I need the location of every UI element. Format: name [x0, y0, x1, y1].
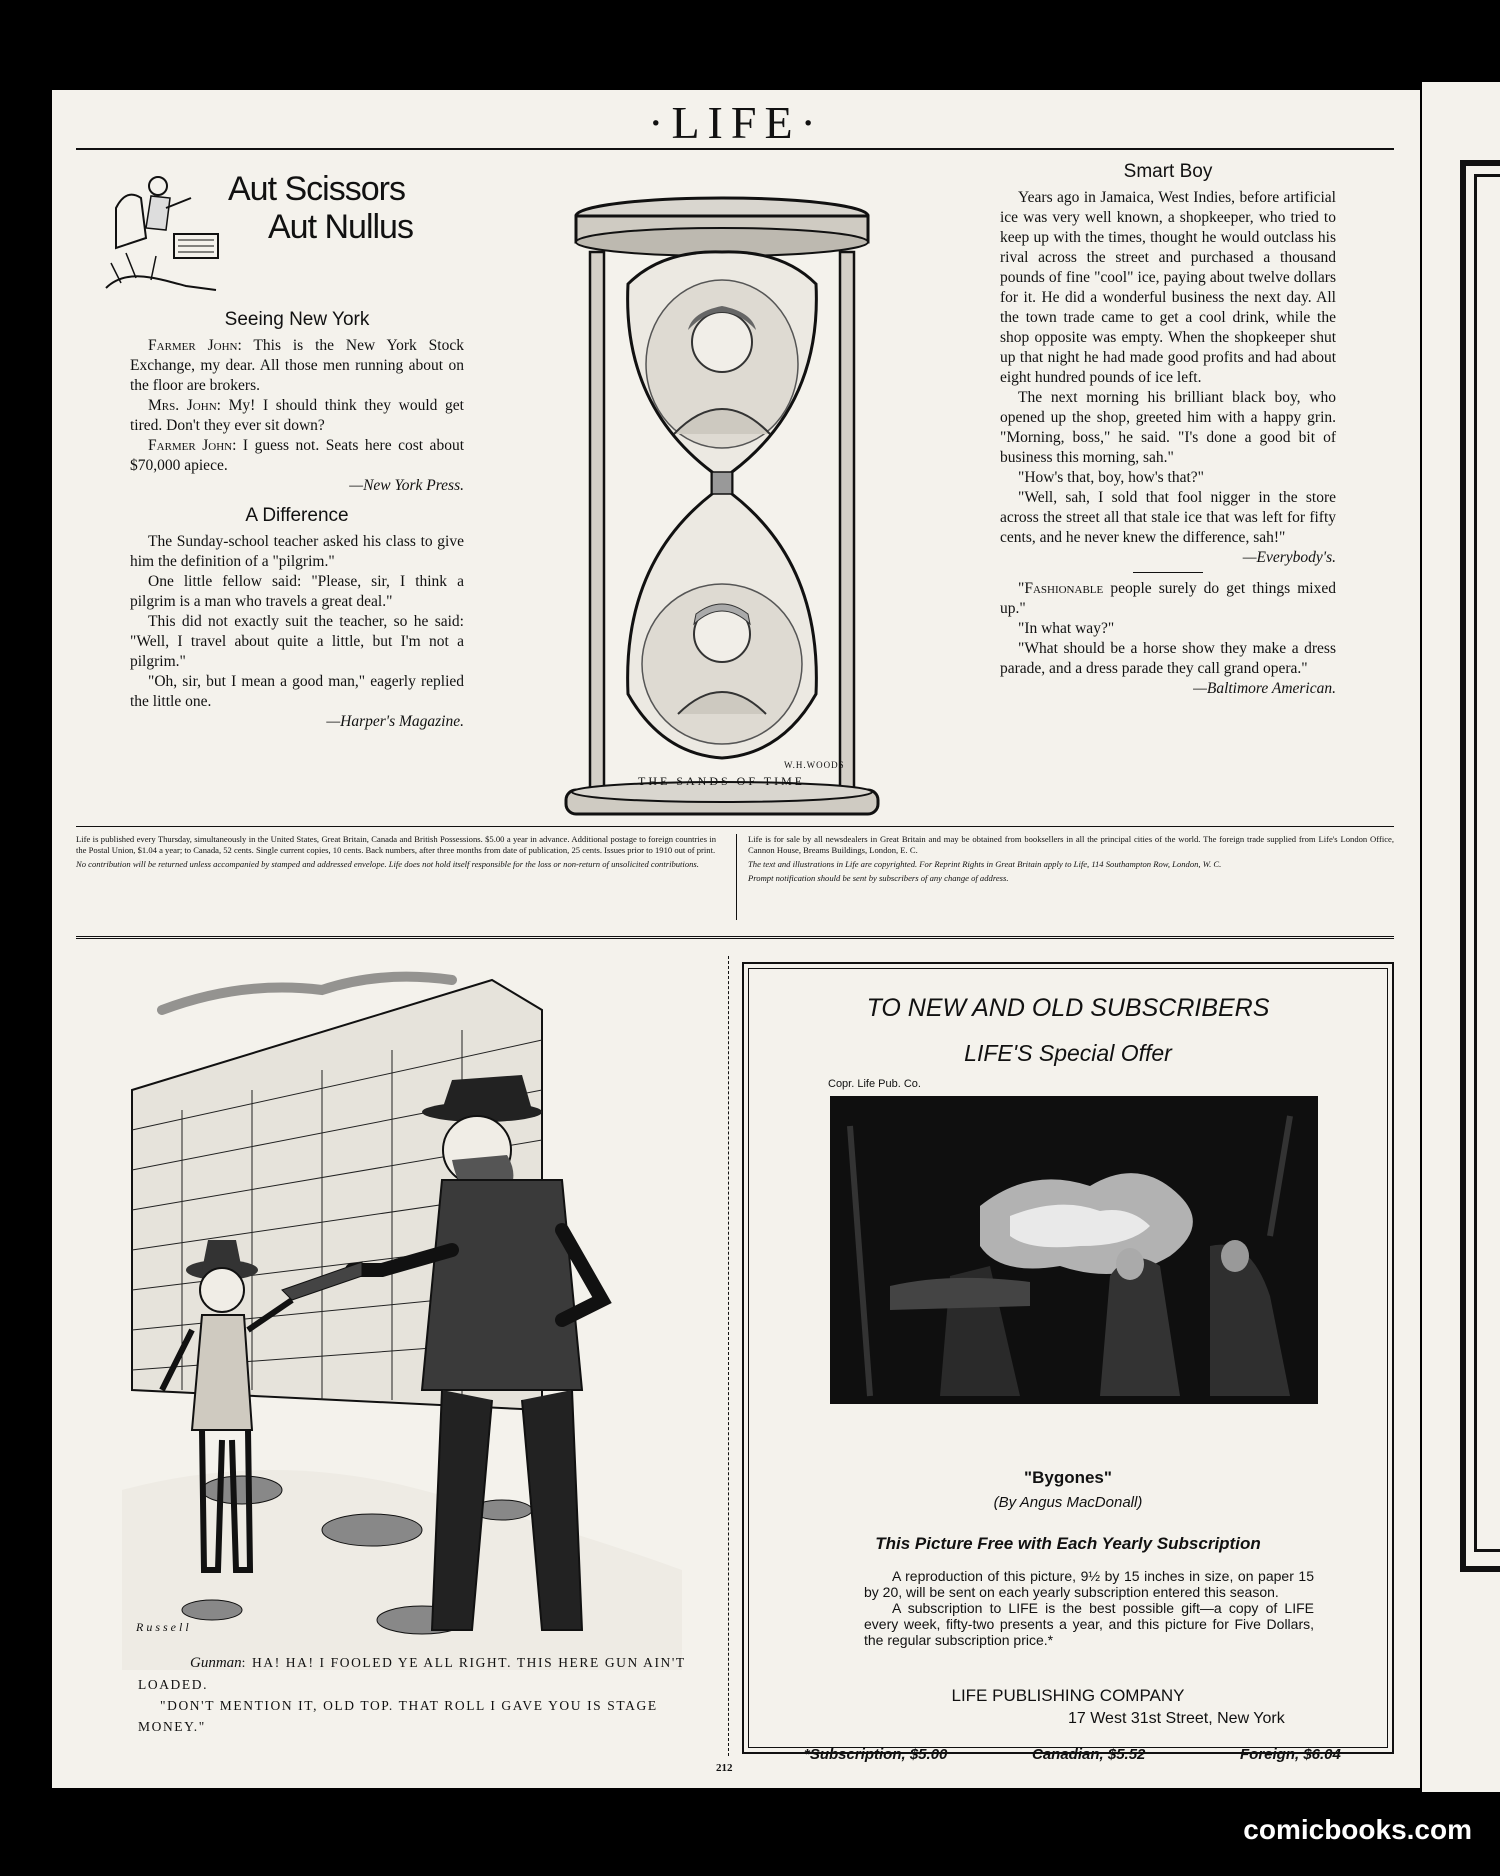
ad-body: [864, 1568, 1314, 1648]
cartoon-signature: Russell: [136, 1620, 192, 1634]
price-canadian: Canadian, $5.52: [1032, 1746, 1146, 1763]
magazine-page: [52, 90, 1420, 1788]
page-number: 212: [716, 1762, 733, 1774]
difference-heading: A Difference: [245, 505, 349, 526]
facing-page-edge: [1422, 82, 1500, 1792]
fashionable-source: —Baltimore American.: [1193, 680, 1336, 697]
ad-copyright: Copr. Life Pub. Co.: [828, 1078, 921, 1090]
cartoon-caption-line-1: Gunman: HA! HA! I FOOLED YE ALL RIGHT. THIS HERE GUN AIN'T LOADED.: [138, 1655, 686, 1692]
cartoon-caption: [138, 1652, 698, 1737]
left-text-column: [130, 304, 464, 732]
fashionable-p3: "What should be a horse show they make a dress parade, and a dress parade they call grand opera.": [1000, 640, 1336, 677]
fashionable-p2: "In what way?": [1018, 620, 1115, 637]
fashionable-p1: "Fashionable people surely do get things mixed up.": [1000, 580, 1336, 617]
smart-boy-source: —Everybody's.: [1242, 549, 1336, 566]
notice-rule-top: [76, 826, 1394, 827]
seeing-ny-p2: Mrs. John: My! I should think they would get tired. Don't they ever sit down?: [130, 397, 464, 434]
notice-left-p2: No contribution will be returned unless accompanied by stamped and addressed envelope. Life does not hold itself responsible for the loss or non-return of unsolicited contributions.: [76, 859, 699, 869]
price-subscription: *Subscription, $5.00: [804, 1746, 948, 1763]
section-double-rule: [76, 936, 1394, 941]
hourglass-signature: W.H.WOODS: [784, 760, 845, 770]
ad-company: LIFE PUBLISHING COMPANY: [951, 1686, 1185, 1705]
ad-title: TO NEW AND OLD SUBSCRIBERS: [866, 994, 1270, 1022]
column-title-line-2: Aut Nullus: [268, 208, 413, 246]
difference-p3: This did not exactly suit the teacher, so he said: "Well, I travel about quite a little, but I'm not a pilgrim.": [130, 613, 464, 670]
watermark: comicbooks.com: [1243, 1814, 1472, 1845]
picture-title: "Bygones": [1024, 1468, 1112, 1487]
smart-boy-p1: Years ago in Jamaica, West Indies, before artificial ice was very well known, a shopkeeper, who tried to keep up with the times, thought he would outclass his rival across the street and purchased a thousand pounds of fine "cool" ice, paying about twelve dollars for it. He did a wonderful business the next day. All the town trade came to get a cool drink, while the shop opposite was empty. When the shopkeeper shut up that night he had made good profits and had about eight hundred pounds of ice left.: [1000, 189, 1336, 386]
column-divider: [728, 956, 729, 1756]
hourglass-caption: THE SANDS OF TIME: [638, 774, 806, 788]
section-divider: [1133, 572, 1203, 573]
seeing-ny-source: —New York Press.: [349, 477, 464, 494]
seeing-ny-p3: Farmer John: I guess not. Seats here cost about $70,000 apiece.: [130, 437, 464, 474]
ad-body-p1: A reproduction of this picture, 9½ by 15 inches in size, on paper 15 by 20, will be sent on each yearly subscription entered this season.: [864, 1568, 1314, 1600]
column-logo-illustration: [96, 168, 226, 298]
cartoon-caption-line-2: "DON'T MENTION IT, OLD TOP. THAT ROLL I GAVE YOU IS STAGE MONEY.": [138, 1698, 658, 1734]
masthead-rule: [76, 148, 1394, 150]
column-title-line-1: Aut Scissors: [228, 170, 405, 208]
gunman-cartoon: [122, 970, 682, 1710]
right-text-column: [1000, 160, 1336, 699]
smart-boy-p2: The next morning his brilliant black boy, who opened up the shop, greeted him with a happy grin. "Morning, boss," he said. "I's done a good bit of business this morning, sah.": [1000, 389, 1336, 466]
difference-p4: "Oh, sir, but I mean a good man," eagerly replied the little one.: [130, 673, 464, 710]
picture-author: (By Angus MacDonall): [993, 1494, 1143, 1511]
publisher-notice-right: [748, 834, 1394, 887]
seeing-ny-p1: Farmer John: This is the New York Stock Exchange, my dear. All those men running about on the floor are brokers.: [130, 337, 464, 394]
facing-page-frame-inner: [1474, 174, 1500, 1552]
masthead: ·LIFE·: [648, 97, 824, 148]
notice-left-p1: Life is published every Thursday, simultaneously in the United States, Great Britain, Canada and British Possessions. $5.00 a year in advance. Additional postage to foreign countries in the Postal Union, $1.04 a year; to Canada, 52 cents. Single current copies, 10 cents. Back numbers, after three months from date of publication, 25 cents. Issues prior to 1910 out of print.: [76, 834, 716, 855]
smart-boy-p4: "Well, sah, I sold that fool nigger in the store across the street all that stale ice that was left for fifty cents, and he never knew the difference, sah!": [1000, 489, 1336, 546]
smart-boy-p3: "How's that, boy, how's that?": [1018, 469, 1204, 486]
difference-source: —Harper's Magazine.: [326, 713, 464, 730]
ad-address: 17 West 31st Street, New York: [1068, 1710, 1285, 1727]
difference-p1: The Sunday-school teacher asked his class to give him the definition of a "pilgrim.": [130, 533, 464, 570]
notice-right-p3: Prompt notification should be sent by subscribers of any change of address.: [748, 873, 1009, 883]
notice-right-p2: The text and illustrations in Life are copyrighted. For Reprint Rights in Great Britain apply to Life, 114 Southampton Row, London, W. C.: [748, 859, 1222, 869]
subscription-ad: [742, 962, 1394, 1763]
smart-boy-heading: Smart Boy: [1123, 161, 1213, 182]
publisher-notice-left: [76, 834, 716, 873]
offer-headline: This Picture Free with Each Yearly Subscription: [875, 1534, 1261, 1553]
price-foreign: Foreign, $6.04: [1240, 1746, 1341, 1763]
difference-p2: One little fellow said: "Please, sir, I think a pilgrim is a man who travels a great deal.": [130, 573, 464, 610]
hourglass-illustration: [562, 194, 882, 854]
seeing-ny-heading: Seeing New York: [224, 309, 370, 330]
bygones-painting: [830, 1096, 1318, 1404]
notice-divider: [736, 834, 737, 920]
notice-right-p1: Life is for sale by all newsdealers in Great Britain and may be obtained from booksellers in all the principal cities of the world. The foreign trade supplied from Life's London Office, Cannon House, Breams Buildings, London, E. C.: [748, 834, 1394, 855]
ad-subtitle: LIFE'S Special Offer: [964, 1040, 1172, 1066]
column-title: [228, 170, 413, 246]
ad-body-p2: A subscription to LIFE is the best possible gift—a copy of LIFE every week, fifty-two presents a year, and this picture for Five Dollars, the regular subscription price.*: [864, 1600, 1314, 1648]
bygones-picture: [830, 1096, 1318, 1404]
